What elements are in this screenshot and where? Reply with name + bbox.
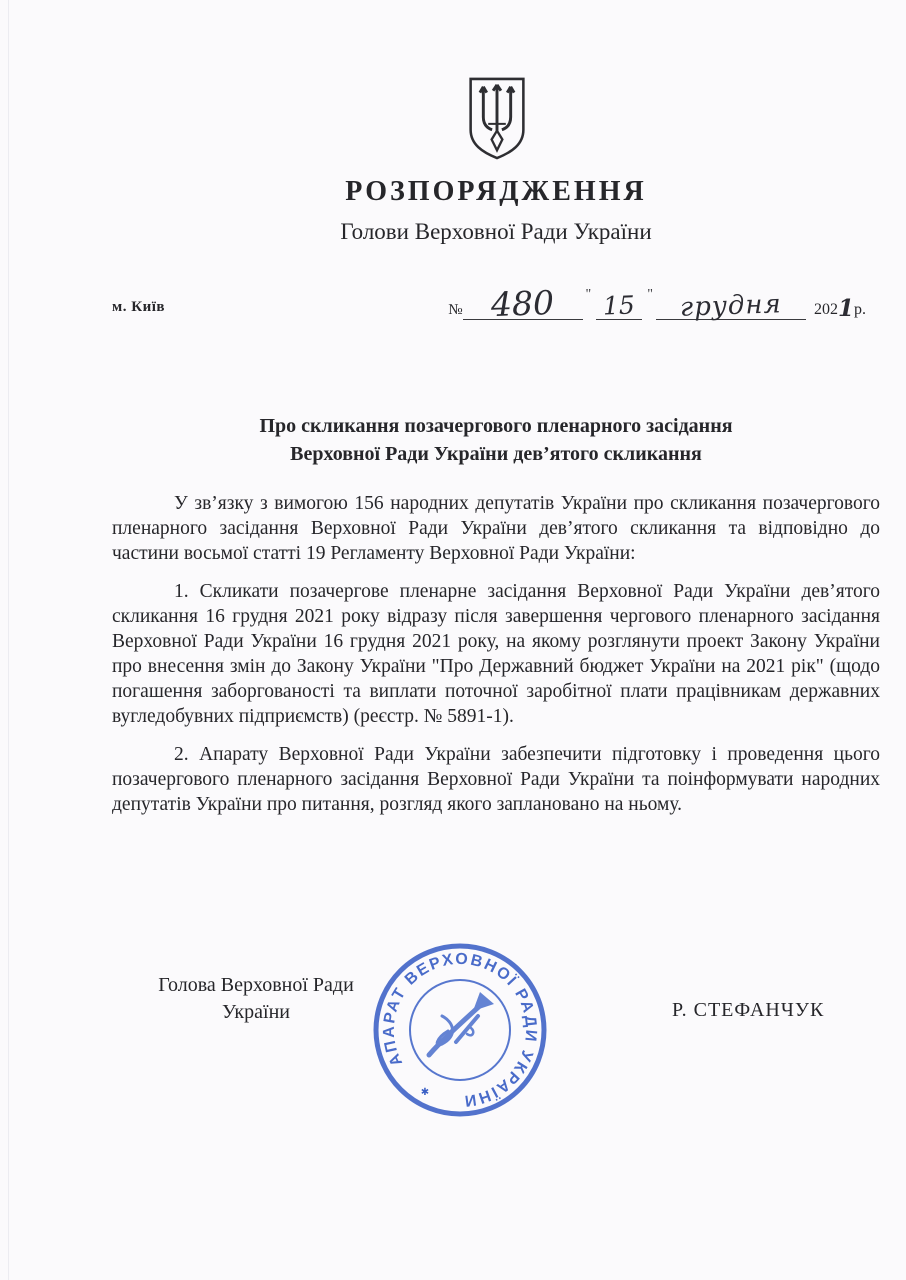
day-handwritten: 15: [602, 290, 636, 321]
document-title: РОЗПОРЯДЖЕННЯ: [345, 176, 647, 207]
trident-icon: [480, 85, 514, 150]
document-subtitle: Голови Верховної Ради України: [340, 219, 652, 244]
year-suffix: р.: [854, 301, 866, 318]
stamp-outer-ring: [376, 946, 544, 1114]
month-blank: [656, 277, 806, 323]
stamp-ring-text: АПАРАТ ВЕРХОВНОЇ РАДИ УКРАЇНИ: [380, 950, 540, 1110]
signatory-title-line-1: Голова Верховної Ради: [158, 974, 354, 996]
scan-edge-line: [8, 0, 9, 1280]
number-sign: №: [448, 302, 463, 318]
document-number-blank: [463, 277, 583, 325]
document-number-handwritten: 480: [490, 282, 555, 325]
stamp-inner-ring: [410, 980, 510, 1080]
day-blank: [596, 277, 642, 320]
quote-open: ": [585, 287, 592, 302]
ukraine-trident-emblem: [466, 76, 528, 160]
year-printed: 202: [813, 301, 838, 318]
quote-close: ": [647, 287, 653, 302]
year-digit-handwritten: 1: [837, 295, 854, 322]
subject-line-1: Про скликання позачергового пленарного засідання: [259, 415, 733, 437]
document-body: [112, 491, 880, 830]
subject-heading: [112, 412, 880, 468]
paragraph-item-2: 2. Апарату Верховної Ради України забезпечити підготовку і проведення цього позачергового пленарного засідання Верховної Ради України та поінформувати народних депутатів України про питання, розгляд якого заплановано на ньому.: [112, 744, 880, 815]
signatory-name: Р. СТЕФАНЧУК: [672, 999, 825, 1021]
number-date-row: [112, 278, 880, 325]
official-stamp: [372, 942, 548, 1118]
paragraph-intro: У зв’язку з вимогою 156 народних депутатів України про скликання позачергового пленарного засідання Верховної Ради України дев’ятого скликання та відповідно до частини восьмої статті 19 Регламенту Верховної Ради України:: [112, 493, 880, 564]
signatory-title-line-2: України: [222, 1001, 290, 1023]
year-label: [813, 295, 866, 322]
number-date-line: [448, 277, 866, 325]
city-label: м. Київ: [112, 299, 166, 315]
month-handwritten: грудня: [679, 289, 783, 323]
paragraph-item-1: 1. Скликати позачергове пленарне засідання Верховної Ради України дев’ятого скликання 16 грудня 2021 року відразу після завершення чергового пленарного засідання Верховної Ради України 16 грудня 2021 року, на якому розглянути проект Закону України про внесення змін до Закону України "Про Державний бюджет України на 2021 рік" (щодо погашення заборгованості та виплати поточної заробітної плати працівникам державних вугледобувних підприємств) (реєстр. № 5891-1).: [112, 581, 880, 727]
signature-scribble: [429, 992, 494, 1055]
subject-line-2: Верховної Ради України дев’ятого скликання: [290, 443, 702, 465]
signatory-title: [112, 972, 400, 1026]
stamp-separator-star: ✱: [420, 1087, 430, 1098]
